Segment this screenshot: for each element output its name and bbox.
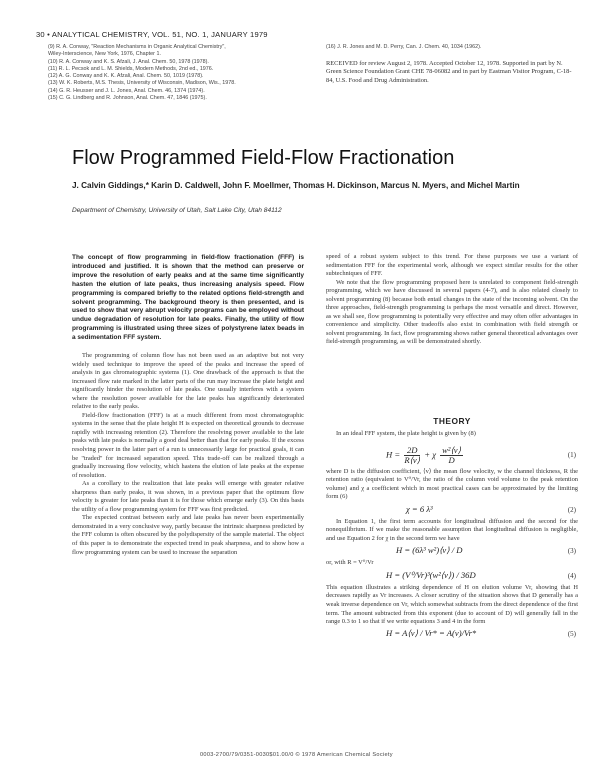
body-paragraph: The programming of column flow has not been used as an adaptive but not very widely used technique to improve the speed of the peaks and increase the speed of analysis in gas chromatographic systems (1). One drawback of the approach is that the increased flow rate marked in the latter parts of the run may increase the plate height and significantly hinder the resolution of late peaks. One usually interferes with a system where the resolution power available for the late peaks has significantly deteriorated relative to the early peaks. [72,352,304,411]
reference-entry: (11) R. L. Pecsok and L. M. Shields, Modern Methods, 2nd ed., 1976. [48,65,214,72]
body-paragraph: The expected contrast between early and late peaks has never been experimentally demonstrated in a very conclusive way, partly because the intrinsic sharpness predicted by the FFF column is often obscured by the polydispersity of the sample material. The object of this paper is to demonstrate the expected trend in peak sharpness, and to show how a flow programming system can be used to increase the separation [72,514,304,556]
running-head: 30 • ANALYTICAL CHEMISTRY, VOL. 51, NO. 1, JANUARY 1979 [36,30,268,39]
article-title: Flow Programmed Field-Flow Fractionation [72,147,455,169]
reference-entry: (9) R. A. Conway, "Reaction Mechanisms in Organic Analytical Chemistry", [48,44,226,50]
equation-number: (2) [567,505,576,514]
reference-list-right [326,44,576,51]
received-note [326,60,576,85]
body-paragraph: As a corollary to the realization that late peaks will emerge with greater relative sharpness than early peaks, it was shown, in a previous paper that the optimum flow velocity is greater for late peaks than it is for those which emerge early (3). On this basis the utility of a flow programming system for FFF was first predicted. [72,480,304,513]
eq1-den2: D [448,454,455,465]
eq1-fraction-2 [440,446,463,465]
equation-5 [326,627,578,641]
eq1-num2: w²⟨v⟩ [442,444,461,455]
received-text: for review August 2, 1978. Accepted October 12, 1978. Supported in part by N. Green Science Foundation Grant CHE 78-06082 and in part by Eastman Visitor Program, C-18-84, U.S. Food and Drug Administration. [326,60,572,84]
body-paragraph: Field-flow fractionation (FFF) is at a much different from most chromatographic systems in the sense that the plate height H is expected on theoretical grounds to decrease rapidly with increasing retention (2). Therefore the resolving power available to the late peaks with late peaks is normally a good deal better than that for early peaks. If the excess resolving power in the latter part of a run is unnecessarily large for practical goals, it can be "traded" for increased separation speed. This trade-off can be realized through a gradually increasing flow velocity, which hastens the elution of late peaks at the expense of resolution. [72,411,304,479]
theory-paragraph: This equation illustrates a striking dependence of H on elution volume Vr, showing that H decreases rapidly as Vr increases. A closer scrutiny of the situation shows that D generally has a weak inverse dependence on Vr, which somewhat subtracts from the direct dependence of the first term. The amount subtracted from this exponent (due to account of D) will generally fall in the range 0.3 to 1 so that if we write equations 3 and 4 in the form [326,583,578,626]
author-list: J. Calvin Giddings,* Karin D. Caldwell, John F. Moellmer, Thomas H. Dickinson, Marcus N. Myers, and Michel Martin [72,181,520,190]
theory-intro: In an ideal FFF system, the plate height is given by (8) [336,430,476,437]
equation-1 [326,442,578,468]
body-paragraph: We note that the flow programming proposed here is unrelated to component field-strength programming, which we have discussed in several papers (4-7), and is also related closely to solvent programming (8) because both entail changes in the state of the incoming solvent. On the three approaches, field-strength programming is perhaps the most versatile and direct. However, as we shall see, flow programming is potentially very effective and may often offer advantages in convenience and simplicity. Other tradeoffs also exist in combination with field strength or solvent programming. In fact, flow programming shows rather general theoretical advantages over field-strength programming, as will be demonstrated shortly. [326,278,578,346]
equation-number: (4) [567,571,576,580]
eq5-expression: H = A⟨v⟩ / Vr* = A(v)/Vr* [386,627,477,638]
eq2-expression: χ = 6 λ³ [406,503,433,514]
body-column-right [326,253,578,347]
reference-entry: (13) W. K. Roberts, M.S. Thesis, University of Wisconsin, Madison, Wis., 1978. [48,80,236,87]
reference-entry: (14) G. R. Heusser and J. L. Jones, Anal. Chem. 46, 1374 (1974). [48,87,205,94]
eq1-fraction-1 [404,446,420,465]
body-column-left [72,352,304,557]
received-label: RECEIVED [326,60,358,67]
eq1-plus: + χ [424,449,436,460]
reference-entry: (16) J. R. Jones and M. D. Perry, Can. J. Chem. 40, 1034 (1962). [326,44,482,50]
theory-paragraph: where D is the diffusion coefficient, ⟨v⟩ the mean flow velocity, w the channel thickness, R the retention ratio (equivalent to V⁰/Vr, the ratio of the column void volume to the peak retention volume) and χ a coefficient which in most practical cases can be approximated by the limiting form (6) [326,467,578,501]
equation-3 [326,543,578,559]
equation-number: (1) [567,450,576,459]
theory-section [326,430,578,641]
eq1-lhs: H = [386,449,401,460]
abstract: The concept of flow programming in field-flow fractionation (FFF) is introduced and justified. It is shown that the method can preserve or improve the resolution of early peaks and at the same time significantly hasten the elution of late peaks, thus increasing analysis speed. Flow programming is compared briefly to the related options field-strength and solvent programming. The background theory is then presented, and is used to show that very abrupt velocity programs can be employed without undue degradation of resolution for late peaks. Finally, the utility of flow programming is illustrated using three sizes of polystyrene latex beads in a sedimentation FFF system. [72,254,304,342]
reference-entry: (15) C. G. Lindberg and R. Johnson, Anal. Chem. 47, 1846 (1975). [48,95,207,102]
eq3-expression: H = (6λ³ w²)⟨v⟩ / D [396,545,463,556]
equation-number: (3) [567,547,576,556]
affiliation: Department of Chemistry, University of Utah, Salt Lake City, Utah 84112 [72,207,282,214]
equation-4 [326,568,578,584]
section-heading-theory: THEORY [433,416,471,426]
reference-entry: (10) R. A. Conway and K. S. Afzali, J. Anal. Chem. 50, 1978 (1978). [48,58,209,65]
eq1-num1: 2D [404,446,420,456]
reference-entry: Wiley-Interscience, New York, 1976, Chapter 1. [48,51,161,58]
body-paragraph: speed of a robust system subject to this trend. For these purposes we use a variant of sedimentation FFF for the experimental work, although we expect similar results for the other subtechniques of FFF. [326,253,578,278]
theory-paragraph: or, with R = V⁰/Vr [326,559,374,567]
eq4-expression: H = (V⁰/Vr)³(w²⟨v⟩) / 36D [386,569,476,580]
theory-paragraph: In Equation 1, the first term accounts for longitudinal diffusion and the second for the nonequilibrium. If we make the reasonable assumption that longitudinal diffusion is negligible, and use Equation 2 for χ in the second term we have [326,517,578,542]
equation-number: (5) [567,629,576,638]
copyright-footer: 0003-2700/79/0351-0030$01.00/0 © 1978 American Chemical Society [200,752,393,758]
eq1-den1: R⟨v⟩ [404,454,421,465]
equation-2 [326,502,578,518]
reference-entry: (12) A. G. Conway and K. K. Afzali, Anal. Chem. 50, 1019 (1978). [48,73,204,80]
reference-list-left [48,44,310,102]
